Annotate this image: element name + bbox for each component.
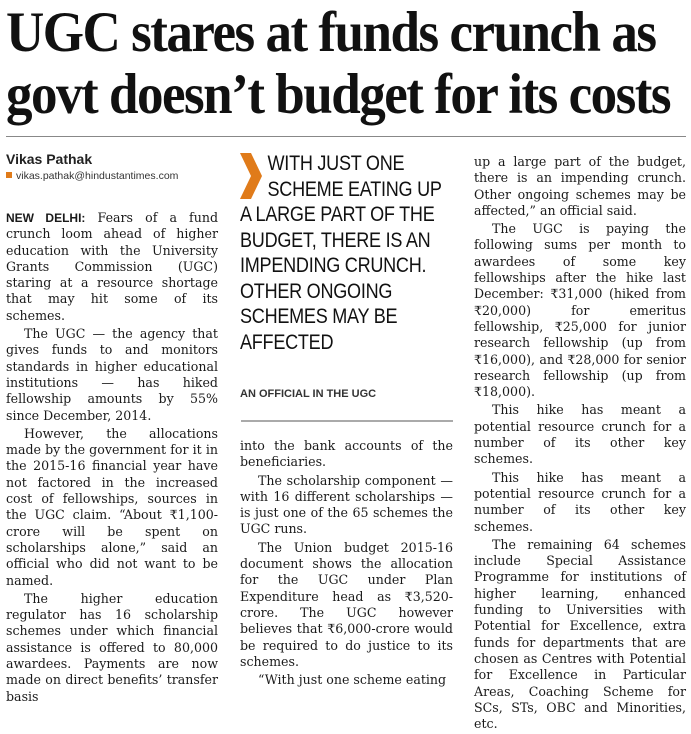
author-email-text: vikas.pathak@hindustantimes.com	[16, 170, 179, 182]
headline-line-2: govt doesn’t budget for its costs	[6, 63, 671, 126]
article-paragraph: This hike has meant a potential resource crunch for a number of its other key schemes.	[474, 402, 686, 467]
article-paragraph: The UGC is paying the following sums per month to awardees of some key fellowships after the hike last December: ₹31,000 (hiked from ₹20,000) for emeritus fellowship, ₹25,000 for junior research fellowship (up from ₹16,000), and ₹28,000 for senior research fellowship (up from ₹18,000).	[474, 221, 686, 400]
article-paragraph: This hike has meant a potential resource crunch for a number of its other key schemes.	[474, 469, 686, 534]
article-text: Fears of a fund crunch loom ahead of higher education with the University Grants Commission (UGC) staring at a resource shortage that may hit some of its schemes.	[6, 210, 219, 323]
pull-quote-line: SCHEMES MAY BE	[240, 305, 398, 328]
pull-quote-line: A LARGE PART OF THE	[240, 203, 435, 226]
pull-quote-line: WITH JUST ONE	[267, 152, 405, 175]
article-paragraph: The higher education regulator has 16 scholarship schemes under which financial assistance is offered to 80,000 awardees. Payments are now made on direct benefits’ transfer basis	[6, 590, 218, 704]
bullet-square-icon	[6, 172, 12, 178]
pull-quote-line: SCHEME EATING UP	[267, 177, 442, 201]
article-paragraph: The remaining 64 schemes include Special Assistance Programme for institutions of higher learning, enhanced funding to Universities with Potential for Excellence, extra funds for departments that are chosen as Centres with Potential for Excellence in Particular Areas, Coaching Scheme for SCs, STs, OBC and Minorities, etc.	[474, 536, 686, 732]
article-paragraph: The Union budget 2015-16 document shows the allocation for the UGC under Plan Expenditure head as ₹3,520-crore. The UGC however believes that ₹6,000-crore would be required to do justice to its schemes.	[240, 539, 453, 669]
article-paragraph: The scholarship component — with 16 different scholarships — is just one of the 65 schemes the UGC runs.	[240, 472, 453, 537]
pull-quote-line: AFFECTED	[240, 330, 334, 354]
pull-quote-line: OTHER ONGOING	[240, 279, 393, 303]
author-email	[6, 170, 226, 182]
headline	[6, 1, 671, 126]
pull-quote	[240, 151, 460, 355]
article-column-1	[6, 210, 218, 707]
pull-quote-line: BUDGET, THERE IS AN	[240, 228, 431, 252]
article-paragraph: However, the allocations made by the government for it in the 2015-16 financial year have not factored in the increased cost of fellowships, sources in the UGC claim. “About ₹1,100-crore will be spent on scholarships alone,” said an official who did not want to be named.	[6, 425, 218, 588]
article-column-2	[240, 438, 453, 690]
dateline: NEW DELHI:	[6, 211, 86, 225]
pull-quote-divider	[241, 420, 453, 422]
article-paragraph	[6, 210, 218, 324]
author-name: Vikas Pathak	[6, 151, 93, 167]
byline	[6, 151, 226, 182]
headline-rule	[6, 136, 686, 137]
pull-quote-line: IMPENDING CRUNCH.	[240, 254, 427, 277]
article-column-3	[474, 154, 686, 734]
pull-quote-attribution: AN OFFICIAL IN THE UGC	[240, 388, 377, 400]
article-paragraph: “With just one scheme eating	[258, 672, 447, 688]
article-paragraph: up a large part of the budget, there is an impending crunch. Other ongoing schemes may be affected,” an official said.	[474, 154, 686, 218]
article-paragraph: The UGC — the agency that gives funds to and monitors standards in higher educational institutions — has hiked fellowship amounts by 55% since December, 2014.	[6, 326, 218, 423]
article-paragraph: into the bank accounts of the beneficiaries.	[240, 438, 453, 470]
headline-line-1: UGC stares at funds crunch as	[6, 1, 656, 64]
